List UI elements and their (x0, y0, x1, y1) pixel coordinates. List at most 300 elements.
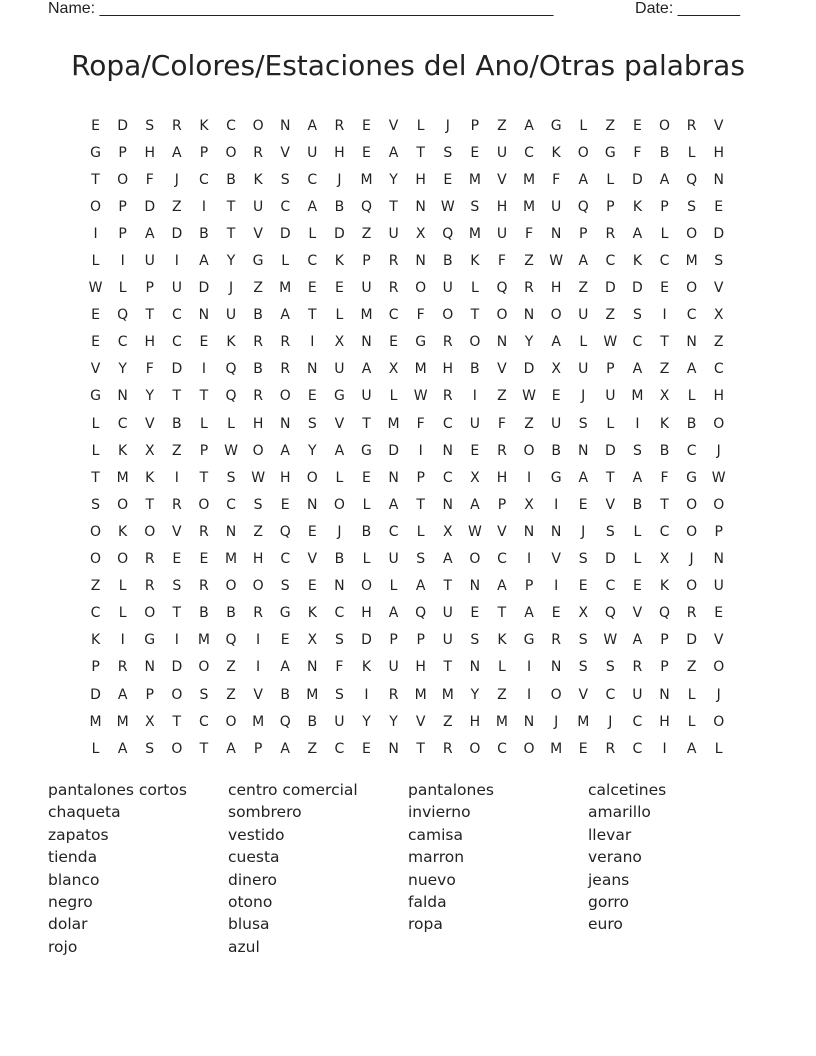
grid-letter[interactable]: O (469, 740, 481, 757)
grid-letter[interactable]: N (279, 415, 291, 432)
grid-letter[interactable]: U (469, 415, 480, 432)
grid-letter[interactable]: I (364, 686, 369, 703)
grid-letter[interactable]: Q (225, 361, 237, 378)
grid-letter[interactable]: Y (470, 686, 480, 703)
grid-letter[interactable]: E (334, 280, 344, 297)
grid-letter[interactable]: R (442, 740, 453, 757)
grid-letter[interactable]: B (442, 253, 453, 270)
grid-letter[interactable]: S (605, 659, 615, 676)
grid-letter[interactable]: X (551, 361, 561, 378)
grid-letter[interactable]: J (554, 713, 559, 730)
grid-letter[interactable]: R (253, 605, 263, 622)
grid-letter[interactable]: B (280, 686, 290, 703)
grid-letter[interactable]: N (686, 334, 697, 351)
grid-letter[interactable]: N (117, 388, 128, 405)
grid-letter[interactable]: R (442, 334, 453, 351)
grid-letter[interactable]: S (578, 632, 588, 649)
grid-letter[interactable]: O (577, 144, 589, 161)
grid-letter[interactable]: G (550, 117, 562, 134)
grid-letter[interactable]: B (253, 307, 263, 324)
grid-letter[interactable]: R (605, 225, 616, 242)
date-field[interactable]: Date: _______ (635, 0, 740, 17)
grid-letter[interactable]: C (659, 253, 670, 270)
grid-letter[interactable]: N (225, 523, 237, 540)
grid-letter[interactable]: O (713, 713, 725, 730)
grid-letter[interactable]: F (525, 225, 534, 242)
grid-letter[interactable]: R (199, 523, 209, 540)
grid-letter[interactable]: Z (524, 415, 534, 432)
grid-letter[interactable]: M (550, 740, 563, 757)
grid-letter[interactable]: L (687, 713, 696, 730)
grid-letter[interactable]: C (605, 253, 616, 270)
grid-letter[interactable]: I (526, 686, 532, 703)
grid-letter[interactable]: V (497, 523, 507, 540)
grid-letter[interactable]: K (334, 253, 344, 270)
grid-letter[interactable]: P (606, 361, 615, 378)
grid-letter[interactable]: D (171, 361, 183, 378)
grid-letter[interactable]: S (632, 442, 642, 459)
grid-letter[interactable]: O (659, 117, 671, 134)
grid-letter[interactable]: T (443, 578, 453, 595)
grid-letter[interactable]: D (713, 225, 725, 242)
grid-letter[interactable]: O (117, 551, 129, 568)
grid-letter[interactable]: T (362, 415, 371, 432)
grid-letter[interactable]: R (388, 686, 399, 703)
grid-letter[interactable]: A (524, 605, 534, 622)
grid-letter[interactable]: X (524, 496, 534, 513)
grid-letter[interactable]: Q (604, 605, 616, 622)
grid-letter[interactable]: A (578, 171, 589, 188)
grid-letter[interactable]: E (632, 117, 642, 134)
grid-letter[interactable]: O (225, 578, 237, 595)
grid-letter[interactable]: S (416, 551, 426, 568)
grid-letter[interactable]: F (552, 171, 561, 188)
grid-letter[interactable]: R (388, 280, 399, 297)
grid-letter[interactable]: J (608, 713, 613, 730)
grid-letter[interactable]: S (605, 523, 615, 540)
grid-letter[interactable]: V (253, 225, 263, 242)
grid-letter[interactable]: D (198, 280, 210, 297)
grid-letter[interactable]: L (660, 225, 669, 242)
grid-letter[interactable]: I (174, 469, 179, 486)
grid-letter[interactable]: K (226, 334, 236, 351)
grid-letter[interactable]: O (686, 280, 698, 297)
grid-letter[interactable]: X (659, 388, 670, 405)
grid-letter[interactable]: P (145, 686, 154, 703)
grid-letter[interactable]: R (117, 659, 128, 676)
grid-letter[interactable]: Z (578, 280, 589, 297)
grid-letter[interactable]: Z (226, 659, 236, 676)
grid-letter[interactable]: O (523, 442, 535, 459)
grid-letter[interactable]: A (442, 551, 453, 568)
grid-letter[interactable]: W (413, 388, 428, 405)
grid-letter[interactable]: R (686, 117, 697, 134)
grid-letter[interactable]: P (579, 225, 588, 242)
grid-letter[interactable]: E (307, 578, 317, 595)
grid-letter[interactable]: A (117, 740, 128, 757)
grid-letter[interactable]: Q (415, 605, 427, 622)
grid-letter[interactable]: I (120, 632, 125, 649)
grid-letter[interactable]: L (227, 415, 235, 432)
grid-letter[interactable]: U (551, 415, 562, 432)
grid-letter[interactable]: L (389, 388, 398, 405)
grid-letter[interactable]: M (279, 280, 292, 297)
grid-letter[interactable]: K (118, 442, 128, 459)
grid-letter[interactable]: N (198, 307, 210, 324)
grid-letter[interactable]: W (440, 198, 455, 215)
grid-letter[interactable]: D (171, 225, 183, 242)
grid-letter[interactable]: X (415, 225, 426, 242)
grid-letter[interactable]: D (279, 225, 291, 242)
grid-letter[interactable]: N (713, 551, 724, 568)
grid-letter[interactable]: C (442, 415, 453, 432)
grid-letter[interactable]: N (307, 496, 318, 513)
grid-letter[interactable]: P (660, 659, 669, 676)
grid-letter[interactable]: Z (686, 659, 697, 676)
grid-letter[interactable]: O (469, 551, 481, 568)
grid-letter[interactable]: V (172, 523, 182, 540)
grid-letter[interactable]: J (228, 280, 234, 297)
grid-letter[interactable]: O (713, 659, 725, 676)
grid-letter[interactable]: D (632, 280, 643, 297)
grid-letter[interactable]: A (199, 253, 209, 270)
grid-letter[interactable]: C (280, 551, 291, 568)
grid-letter[interactable]: V (280, 144, 290, 161)
grid-letter[interactable]: O (333, 496, 345, 513)
grid-letter[interactable]: L (633, 551, 642, 568)
grid-letter[interactable]: E (362, 144, 371, 161)
grid-letter[interactable]: I (93, 225, 98, 242)
grid-letter[interactable]: H (713, 144, 724, 161)
grid-letter[interactable]: Z (713, 334, 724, 351)
grid-letter[interactable]: L (416, 117, 425, 134)
grid-letter[interactable]: R (280, 361, 291, 378)
grid-letter[interactable]: E (91, 307, 100, 324)
grid-letter[interactable]: P (416, 632, 425, 649)
grid-letter[interactable]: K (659, 415, 670, 432)
grid-letter[interactable]: X (334, 334, 345, 351)
grid-letter[interactable]: Z (659, 361, 670, 378)
grid-letter[interactable]: E (307, 388, 317, 405)
grid-letter[interactable]: N (144, 659, 155, 676)
grid-letter[interactable]: B (361, 523, 372, 540)
grid-letter[interactable]: E (91, 334, 100, 351)
grid-letter[interactable]: T (199, 740, 209, 757)
grid-letter[interactable]: O (713, 415, 725, 432)
grid-letter[interactable]: A (686, 361, 697, 378)
grid-letter[interactable]: B (226, 605, 236, 622)
grid-letter[interactable]: Y (308, 442, 317, 459)
grid-letter[interactable]: T (606, 469, 615, 486)
grid-letter[interactable]: I (662, 307, 667, 324)
grid-letter[interactable]: O (415, 280, 427, 297)
grid-letter[interactable]: L (606, 171, 615, 188)
grid-letter[interactable]: Q (360, 198, 372, 215)
grid-letter[interactable]: U (442, 632, 453, 649)
grid-letter[interactable]: M (495, 713, 508, 730)
grid-letter[interactable]: Z (253, 523, 263, 540)
grid-letter[interactable]: R (388, 253, 399, 270)
grid-letter[interactable]: T (172, 713, 182, 730)
grid-letter[interactable]: T (172, 605, 182, 622)
grid-letter[interactable]: F (145, 171, 154, 188)
grid-letter[interactable]: M (414, 361, 427, 378)
grid-letter[interactable]: D (117, 117, 129, 134)
grid-letter[interactable]: L (687, 144, 696, 161)
grid-letter[interactable]: U (171, 280, 182, 297)
grid-letter[interactable]: U (388, 551, 399, 568)
grid-letter[interactable]: U (388, 225, 399, 242)
grid-letter[interactable]: K (199, 117, 209, 134)
grid-letter[interactable]: R (524, 280, 534, 297)
grid-letter[interactable]: V (713, 632, 724, 649)
grid-letter[interactable]: M (306, 686, 319, 703)
grid-letter[interactable]: T (416, 144, 425, 161)
grid-letter[interactable]: K (118, 523, 128, 540)
grid-letter[interactable]: I (174, 632, 179, 649)
grid-letter[interactable]: K (145, 469, 155, 486)
grid-letter[interactable]: O (550, 307, 562, 324)
grid-letter[interactable]: B (659, 144, 670, 161)
grid-letter[interactable]: Y (389, 713, 398, 730)
grid-letter[interactable]: S (443, 144, 453, 161)
grid-letter[interactable]: I (418, 442, 423, 459)
grid-letter[interactable]: S (199, 686, 209, 703)
grid-letter[interactable]: D (361, 632, 372, 649)
grid-letter[interactable]: V (713, 117, 724, 134)
grid-letter[interactable]: D (388, 442, 399, 459)
grid-letter[interactable]: V (144, 415, 155, 432)
grid-letter[interactable]: O (686, 578, 698, 595)
grid-letter[interactable]: I (201, 361, 206, 378)
grid-letter[interactable]: O (252, 117, 264, 134)
grid-letter[interactable]: C (334, 740, 345, 757)
grid-letter[interactable]: C (90, 605, 101, 622)
grid-letter[interactable]: C (442, 469, 453, 486)
grid-letter[interactable]: P (714, 523, 723, 540)
grid-letter[interactable]: M (441, 686, 454, 703)
grid-letter[interactable]: O (198, 659, 210, 676)
grid-letter[interactable]: E (632, 578, 642, 595)
grid-letter[interactable]: W (522, 388, 536, 405)
grid-letter[interactable]: P (362, 253, 371, 270)
grid-letter[interactable]: Q (225, 388, 237, 405)
grid-letter[interactable]: G (333, 388, 345, 405)
grid-letter[interactable]: O (90, 551, 102, 568)
grid-letter[interactable]: K (551, 144, 561, 161)
grid-letter[interactable]: F (335, 659, 344, 676)
grid-letter[interactable]: O (496, 307, 508, 324)
grid-letter[interactable]: N (550, 659, 562, 676)
grid-letter[interactable]: B (199, 225, 209, 242)
grid-letter[interactable]: H (713, 388, 724, 405)
grid-letter[interactable]: Z (497, 388, 507, 405)
grid-letter[interactable]: A (334, 442, 345, 459)
grid-letter[interactable]: N (659, 686, 670, 703)
grid-letter[interactable]: Z (172, 442, 182, 459)
grid-letter[interactable]: J (581, 523, 586, 540)
grid-letter[interactable]: O (117, 171, 129, 188)
grid-letter[interactable]: C (686, 307, 697, 324)
grid-letter[interactable]: A (361, 361, 372, 378)
grid-letter[interactable]: R (632, 659, 643, 676)
grid-letter[interactable]: O (171, 740, 183, 757)
grid-letter[interactable]: N (713, 171, 724, 188)
grid-letter[interactable]: E (470, 144, 480, 161)
grid-letter[interactable]: I (554, 496, 559, 513)
grid-letter[interactable]: M (685, 253, 698, 270)
grid-letter[interactable]: H (415, 171, 426, 188)
grid-letter[interactable]: E (443, 171, 453, 188)
grid-letter[interactable]: V (307, 551, 318, 568)
grid-letter[interactable]: O (469, 334, 481, 351)
grid-letter[interactable]: N (415, 198, 426, 215)
grid-letter[interactable]: M (468, 171, 481, 188)
grid-letter[interactable]: U (442, 605, 453, 622)
grid-letter[interactable]: R (144, 551, 155, 568)
grid-letter[interactable]: W (88, 280, 103, 297)
grid-letter[interactable]: H (496, 198, 508, 215)
grid-letter[interactable]: S (578, 551, 588, 568)
grid-letter[interactable]: U (388, 659, 399, 676)
grid-letter[interactable]: K (90, 632, 101, 649)
grid-letter[interactable]: B (199, 605, 209, 622)
grid-letter[interactable]: C (226, 117, 236, 134)
grid-letter[interactable]: N (523, 523, 535, 540)
grid-letter[interactable]: C (199, 713, 209, 730)
grid-letter[interactable]: D (144, 198, 156, 215)
grid-letter[interactable]: Z (90, 578, 101, 595)
grid-letter[interactable]: O (306, 469, 318, 486)
grid-letter[interactable]: U (605, 388, 616, 405)
grid-letter[interactable]: G (604, 144, 616, 161)
grid-letter[interactable]: V (605, 496, 616, 513)
grid-letter[interactable]: R (334, 117, 345, 134)
grid-letter[interactable]: Z (605, 117, 616, 134)
grid-letter[interactable]: N (523, 713, 535, 730)
grid-letter[interactable]: X (713, 307, 724, 324)
grid-letter[interactable]: T (416, 496, 425, 513)
grid-letter[interactable]: F (416, 415, 425, 432)
grid-letter[interactable]: P (199, 144, 209, 161)
grid-letter[interactable]: R (497, 442, 507, 459)
grid-letter[interactable]: J (689, 551, 694, 568)
grid-letter[interactable]: L (91, 740, 100, 757)
grid-letter[interactable]: T (199, 469, 209, 486)
grid-letter[interactable]: X (388, 361, 399, 378)
grid-letter[interactable]: E (578, 496, 588, 513)
grid-letter[interactable]: N (307, 361, 318, 378)
grid-letter[interactable]: O (90, 523, 102, 540)
grid-letter[interactable]: V (415, 713, 426, 730)
grid-letter[interactable]: D (632, 171, 643, 188)
grid-letter[interactable]: S (714, 253, 724, 270)
grid-letter[interactable]: M (523, 198, 536, 215)
grid-letter[interactable]: O (360, 578, 372, 595)
grid-letter[interactable]: A (280, 659, 290, 676)
grid-letter[interactable]: L (606, 415, 615, 432)
grid-letter[interactable]: U (632, 686, 643, 703)
grid-letter[interactable]: Z (307, 740, 318, 757)
grid-letter[interactable]: W (549, 253, 564, 270)
grid-letter[interactable]: S (470, 198, 480, 215)
grid-letter[interactable]: T (91, 171, 100, 188)
grid-letter[interactable]: R (253, 144, 263, 161)
grid-letter[interactable]: Y (362, 713, 371, 730)
grid-letter[interactable]: U (334, 361, 345, 378)
grid-letter[interactable]: H (415, 659, 426, 676)
grid-letter[interactable]: N (361, 334, 372, 351)
grid-letter[interactable]: S (334, 632, 344, 649)
grid-letter[interactable]: Y (145, 388, 155, 405)
grid-letter[interactable]: E (714, 605, 724, 622)
grid-letter[interactable]: E (389, 334, 398, 351)
grid-letter[interactable]: M (387, 415, 400, 432)
grid-letter[interactable]: Q (279, 713, 291, 730)
grid-letter[interactable]: K (253, 171, 263, 188)
grid-letter[interactable]: S (253, 496, 263, 513)
grid-letter[interactable]: O (117, 496, 129, 513)
grid-letter[interactable]: H (144, 334, 155, 351)
grid-letter[interactable]: F (145, 361, 154, 378)
grid-letter[interactable]: V (388, 117, 399, 134)
grid-letter[interactable]: N (469, 578, 481, 595)
grid-letter[interactable]: G (279, 605, 291, 622)
grid-letter[interactable]: T (443, 659, 453, 676)
grid-letter[interactable]: D (604, 551, 616, 568)
grid-letter[interactable]: P (145, 280, 154, 297)
grid-letter[interactable]: O (225, 144, 237, 161)
grid-letter[interactable]: L (579, 334, 588, 351)
grid-letter[interactable]: S (578, 659, 588, 676)
grid-letter[interactable]: A (632, 225, 643, 242)
grid-letter[interactable]: W (251, 469, 266, 486)
grid-letter[interactable]: C (199, 171, 209, 188)
grid-letter[interactable]: N (442, 496, 453, 513)
grid-letter[interactable]: E (280, 632, 290, 649)
grid-letter[interactable]: J (581, 388, 586, 405)
grid-letter[interactable]: L (470, 280, 479, 297)
grid-letter[interactable]: L (118, 605, 127, 622)
grid-letter[interactable]: R (144, 578, 155, 595)
grid-letter[interactable]: L (362, 551, 371, 568)
grid-letter[interactable]: E (172, 551, 182, 568)
grid-letter[interactable]: C (388, 307, 399, 324)
grid-letter[interactable]: S (172, 578, 182, 595)
grid-letter[interactable]: D (686, 632, 697, 649)
grid-letter[interactable]: V (334, 415, 345, 432)
grid-letter[interactable]: A (280, 307, 290, 324)
grid-letter[interactable]: L (714, 740, 723, 757)
grid-letter[interactable]: B (659, 442, 670, 459)
grid-letter[interactable]: U (496, 225, 508, 242)
grid-letter[interactable]: P (118, 198, 127, 215)
grid-letter[interactable]: A (280, 442, 290, 459)
grid-letter[interactable]: A (388, 144, 399, 161)
grid-letter[interactable]: N (469, 659, 481, 676)
grid-letter[interactable]: L (362, 496, 371, 513)
grid-letter[interactable]: G (523, 632, 535, 649)
grid-letter[interactable]: G (415, 334, 427, 351)
grid-letter[interactable]: C (632, 334, 643, 351)
grid-letter[interactable]: I (526, 551, 532, 568)
grid-letter[interactable]: A (307, 117, 318, 134)
grid-letter[interactable]: E (91, 117, 100, 134)
grid-letter[interactable]: L (91, 442, 100, 459)
grid-letter[interactable]: E (470, 442, 480, 459)
grid-letter[interactable]: L (579, 117, 588, 134)
grid-letter[interactable]: Y (118, 361, 127, 378)
